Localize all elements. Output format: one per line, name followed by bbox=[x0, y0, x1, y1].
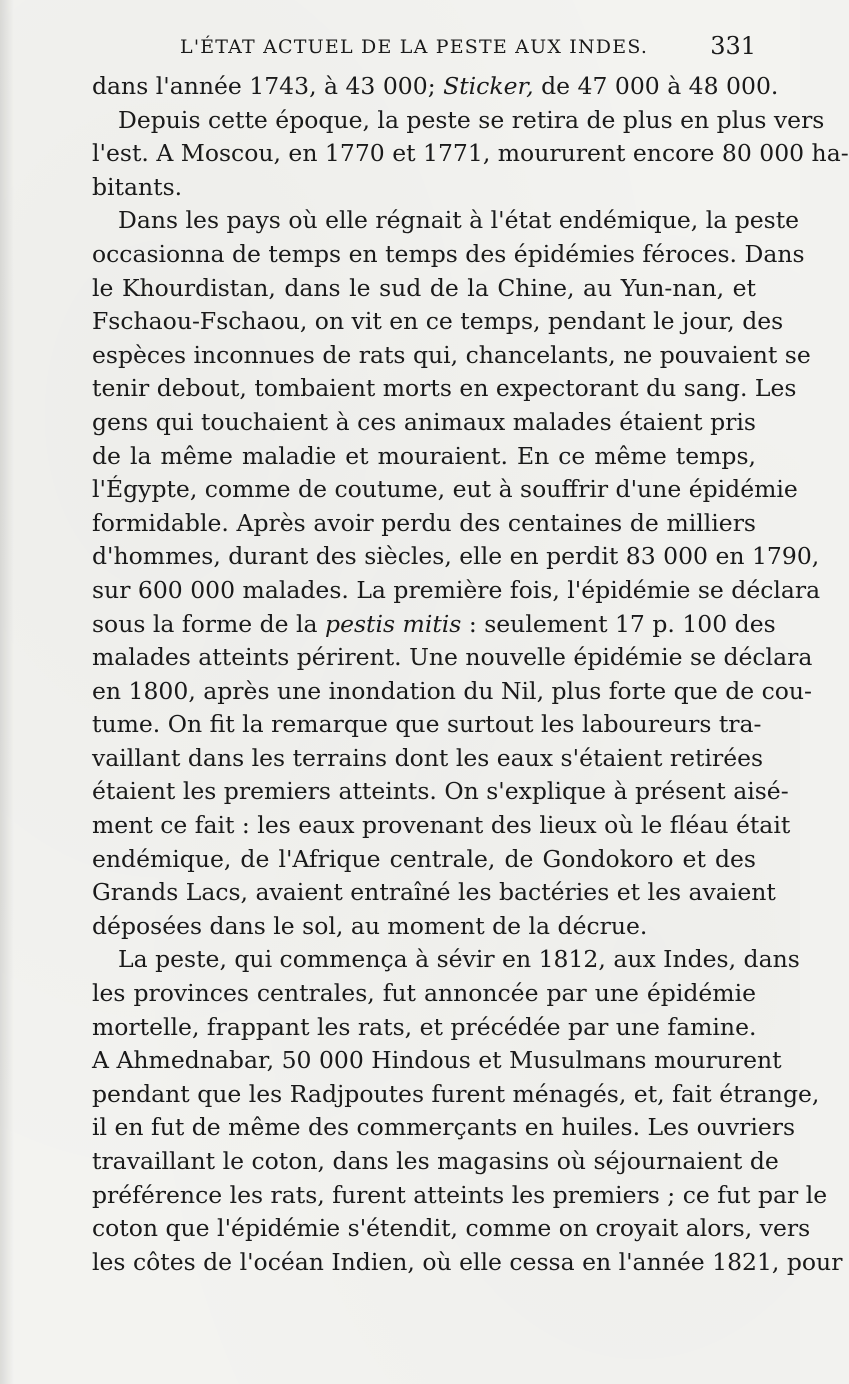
text-line: endémique, de l'Afrique centrale, de Gondokoro et des bbox=[92, 844, 756, 873]
text-line: sur 600 000 malades. La première fois, l'épidémie se déclara bbox=[92, 575, 821, 604]
text-line: occasionna de temps en temps des épidémies féroces. Dans bbox=[92, 239, 805, 268]
running-title: L'ÉTAT ACTUEL DE LA PESTE AUX INDES. bbox=[180, 36, 649, 58]
text-line: vaillant dans les terrains dont les eaux s'étaient retirées bbox=[92, 743, 764, 772]
text-line: Depuis cette époque, la peste se retira de plus en plus vers bbox=[118, 105, 825, 134]
text-line: tenir debout, tombaient morts en expectorant du sang. Les bbox=[92, 374, 797, 403]
text-line: en 1800, après une inondation du Nil, plus forte que de cou- bbox=[92, 676, 812, 705]
page-header bbox=[92, 30, 756, 66]
text-line: sous la forme de la pestis mitis : seulement 17 p. 100 des bbox=[92, 609, 776, 638]
italic-term: pestis mitis bbox=[325, 609, 462, 638]
text-line: La peste, qui commença à sévir en 1812, aux Indes, dans bbox=[118, 945, 800, 974]
text-line: l'est. A Moscou, en 1770 et 1771, moururent encore 80 000 ha- bbox=[92, 139, 849, 168]
text-line: gens qui touchaient à ces animaux malades étaient pris bbox=[92, 407, 756, 436]
text-line: Grands Lacs, avaient entraîné les bactéries et les avaient bbox=[92, 878, 776, 907]
text-line: étaient les premiers atteints. On s'explique à présent aisé- bbox=[92, 777, 789, 806]
page-number: 331 bbox=[710, 32, 756, 60]
text-line: les côtes de l'océan Indien, où elle cessa en l'année 1821, pour bbox=[92, 1247, 843, 1276]
text-line: préférence les rats, furent atteints les premiers ; ce fut par le bbox=[92, 1180, 828, 1209]
text-line: déposées dans le sol, au moment de la décrue. bbox=[92, 911, 648, 940]
text-line: de la même maladie et mouraient. En ce même temps, bbox=[92, 441, 756, 470]
text-line: malades atteints périrent. Une nouvelle épidémie se déclara bbox=[92, 643, 813, 672]
text-line: Dans les pays où elle régnait à l'état endémique, la peste bbox=[118, 206, 800, 235]
text-line: d'hommes, durant des siècles, elle en perdit 83 000 en 1790, bbox=[92, 542, 820, 571]
text-line: mortelle, frappant les rats, et précédée par une famine. bbox=[92, 1012, 757, 1041]
text-line: le Khourdistan, dans le sud de la Chine, au Yun-nan, et bbox=[92, 273, 756, 302]
body-text bbox=[92, 70, 849, 1279]
text-line: tume. On fit la remarque que surtout les laboureurs tra- bbox=[92, 710, 762, 739]
text-line: formidable. Après avoir perdu des centaines de milliers bbox=[92, 508, 756, 537]
text-line: Fschaou-Fschaou, on vit en ce temps, pendant le jour, des bbox=[92, 307, 784, 336]
text-line: travaillant le coton, dans les magasins où séjournaient de bbox=[92, 1147, 779, 1175]
text-line: il en fut de même des commerçants en huiles. Les ouvriers bbox=[92, 1113, 796, 1142]
text-line: coton que l'épidémie s'étendit, comme on croyait alors, vers bbox=[92, 1214, 811, 1243]
text-line: dans l'année 1743, à 43 000; Sticker, de 47 000 à 48 000. bbox=[92, 72, 779, 100]
text-line: bitants. bbox=[92, 172, 183, 201]
text-line: les provinces centrales, fut annoncée par une épidémie bbox=[92, 979, 756, 1008]
text-line: pendant que les Radjpoutes furent ménagés, et, fait étrange, bbox=[92, 1079, 820, 1108]
text-line: l'Égypte, comme de coutume, eut à souffrir d'une épidémie bbox=[92, 475, 798, 504]
page-gutter-shadow bbox=[0, 0, 14, 1384]
text-line: ment ce fait : les eaux provenant des lieux où le fléau était bbox=[92, 811, 791, 840]
text-line: espèces inconnues de rats qui, chancelants, ne pouvaient se bbox=[92, 340, 811, 369]
text-line: A Ahmednabar, 50 000 Hindous et Musulmans moururent bbox=[92, 1046, 782, 1075]
italic-term: Sticker, bbox=[443, 72, 534, 100]
